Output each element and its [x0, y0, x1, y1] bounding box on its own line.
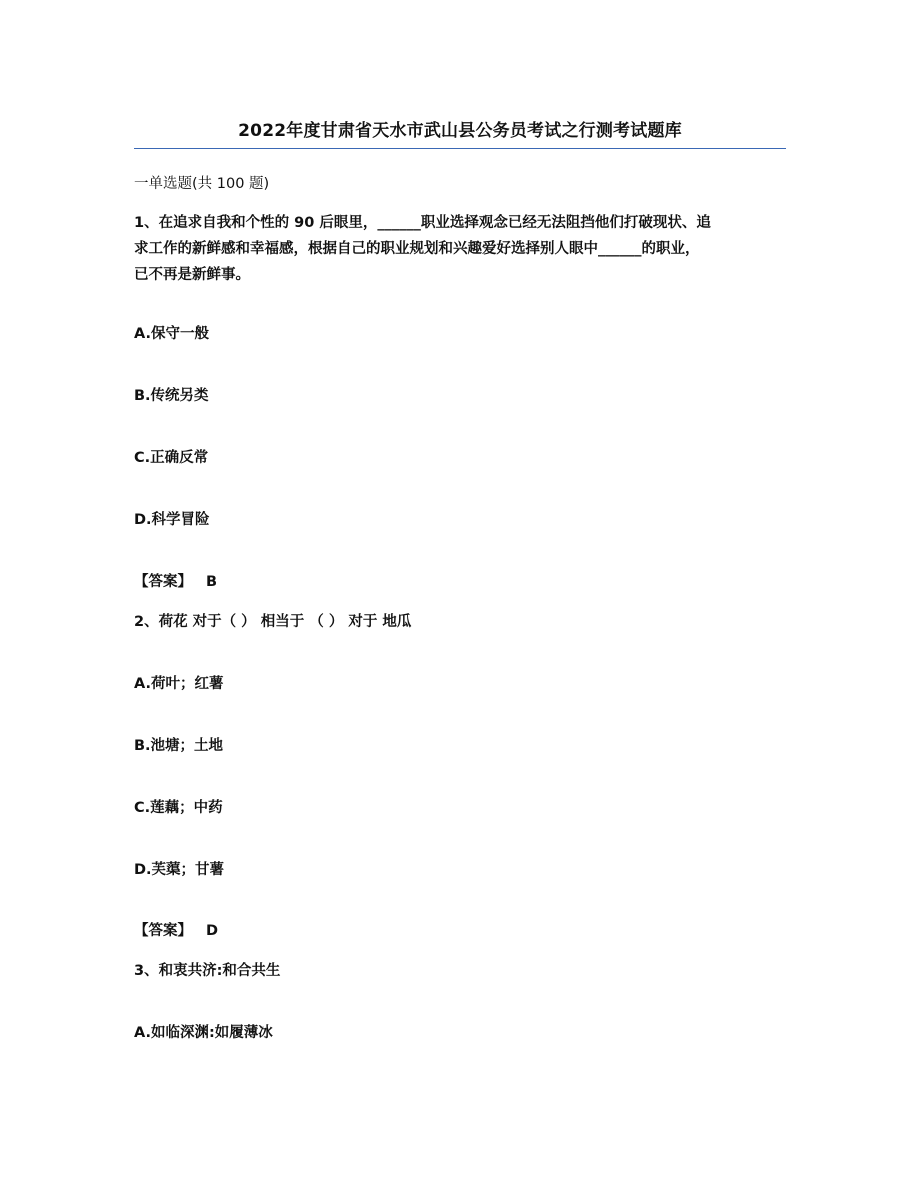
question-2-option-a: A.荷叶；红薯 — [134, 676, 224, 692]
question-1-answer — [134, 569, 217, 595]
document-title: 2022年度甘肃省天水市武山县公务员考试之行测考试题库 — [238, 121, 682, 141]
answer-label: 【答案】 — [134, 923, 192, 939]
question-1-option-d: D.科学冒险 — [134, 512, 210, 528]
answer-value: D — [206, 923, 219, 939]
question-2-option-d: D.芙蕖；甘薯 — [134, 862, 225, 878]
question-2-option-b: B.池塘；土地 — [134, 738, 224, 754]
question-3-stem-line: 3、和衷共济:和合共生 — [134, 963, 281, 979]
question-1-stem-line: 求工作的新鲜感和幸福感，根据自己的职业规划和兴趣爱好选择别人眼中______的职业， — [134, 241, 700, 257]
question-1-stem — [134, 210, 786, 288]
answer-label: 【答案】 — [134, 574, 192, 590]
question-1-option-b: B.传统另类 — [134, 388, 209, 404]
question-2-stem-line: 2、荷花 对于（ ） 相当于 （ ） 对于 地瓜 — [134, 614, 412, 630]
answer-value: B — [206, 574, 218, 590]
question-2-stem — [134, 609, 786, 635]
question-2-answer — [134, 918, 218, 944]
question-1-stem-line: 已不再是新鲜事。 — [134, 267, 250, 283]
title-underline — [134, 148, 786, 149]
question-3-option-a: A.如临深渊:如履薄冰 — [134, 1025, 273, 1041]
section-heading: 一单选题(共 100 题) — [134, 176, 270, 192]
question-1-option-c: C.正确反常 — [134, 450, 209, 466]
question-3-stem — [134, 958, 786, 984]
question-1-option-a: A.保守一般 — [134, 326, 209, 342]
question-2-option-c: C.莲藕；中药 — [134, 800, 223, 816]
question-1-stem-line: 1、在追求自我和个性的 90 后眼里，______职业选择观念已经无法阻挡他们打破现状、追 — [134, 215, 711, 231]
